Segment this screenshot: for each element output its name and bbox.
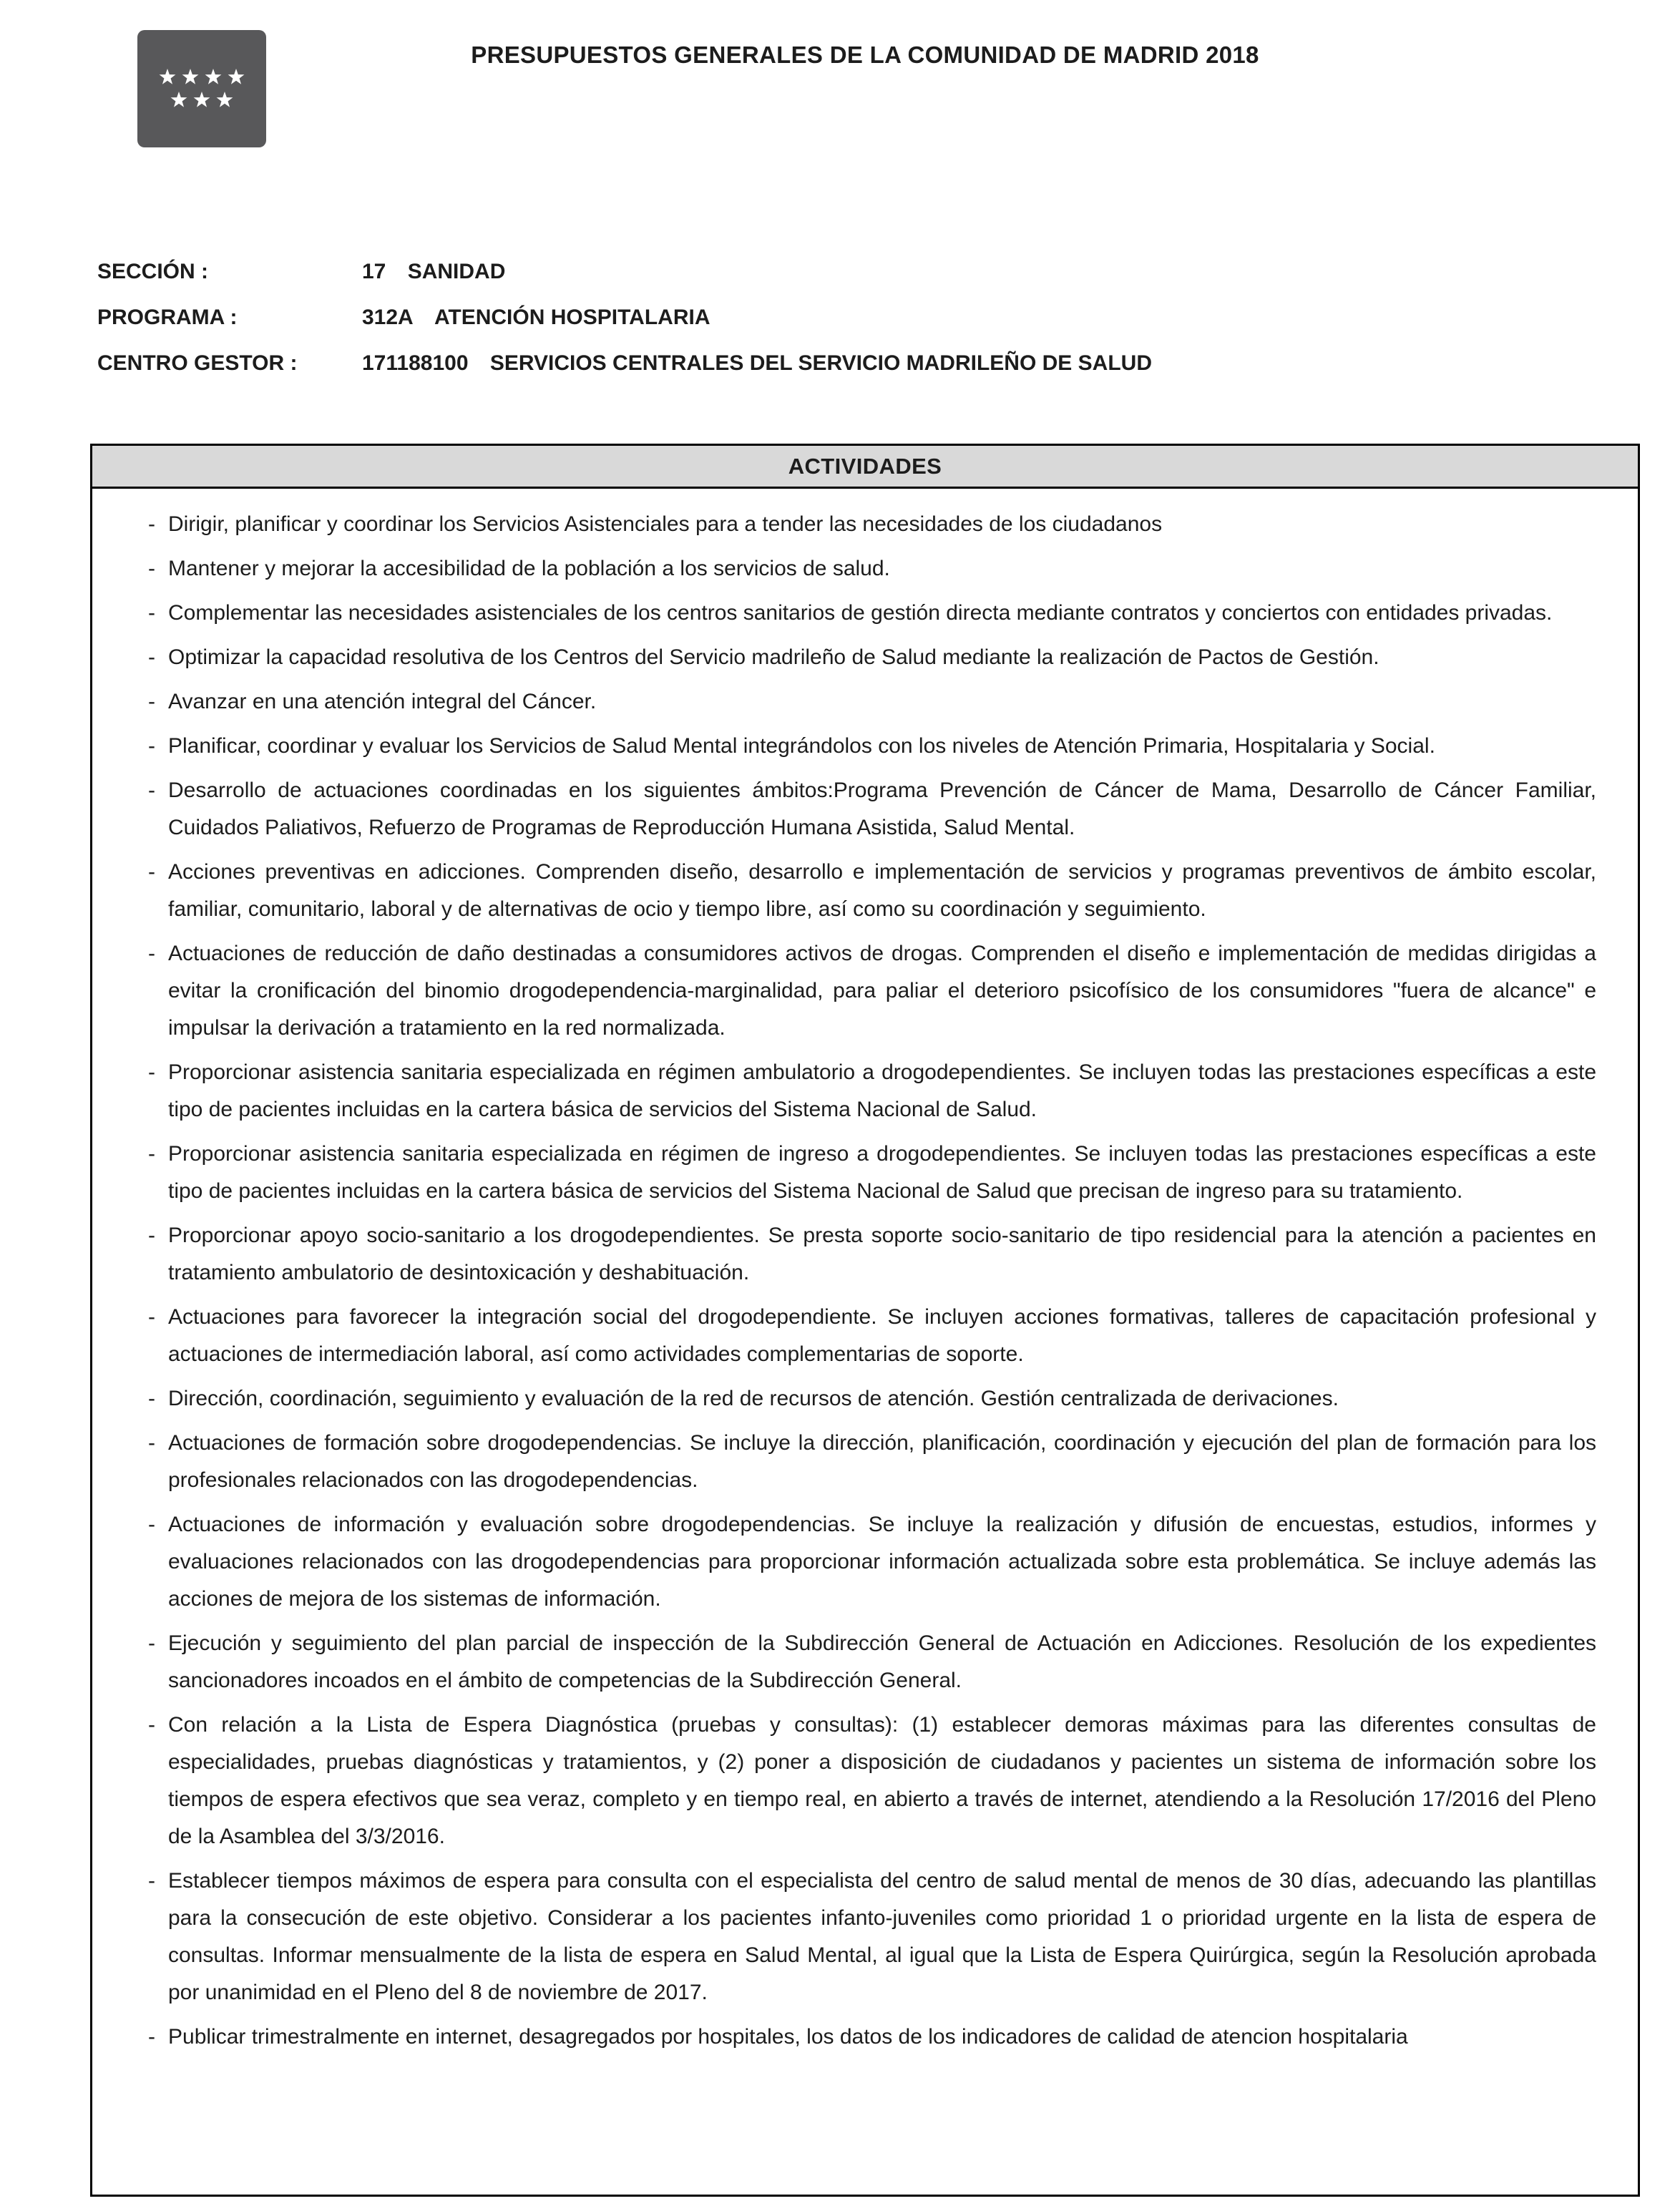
activity-item (148, 1863, 1596, 2011)
metadata-code: 171188100 (362, 351, 469, 375)
activity-item-text: Con relación a la Lista de Espera Diagnóstica (pruebas y consultas): (1) establecer demoras máximas para las diferentes consultas de especialidades, pruebas diagnósticas y tratamientos, y (2) poner a disposición de ciudadanos y pacientes un sistema de información sobre los tiempos de espera efectivos que sea veraz, completo y en tiempo real, en abierto a través de internet, atendiendo a la Resolución 17/2016 del Pleno de la Asamblea del 3/3/2016. (168, 1713, 1596, 1848)
activity-item (148, 2019, 1596, 2056)
activity-item (148, 1054, 1596, 1128)
activity-item-text: Actuaciones de formación sobre drogodependencias. Se incluye la dirección, planificación, coordinación y ejecución del plan de formación para los profesionales relacionados con las drogodependencias. (168, 1431, 1596, 1492)
activity-item-text: Ejecución y seguimiento del plan parcial de inspección de la Subdirección General de Actuación en Adicciones. Resolución de los expedientes sancionadores incoados en el ámbito de competencias de la Subdirección General. (168, 1631, 1596, 1692)
activity-item (148, 506, 1596, 543)
metadata-name: SERVICIOS CENTRALES DEL SERVICIO MADRILEÑO DE SALUD (489, 351, 1152, 375)
metadata-label: SECCIÓN : (97, 260, 209, 283)
activity-item-text: Complementar las necesidades asistenciales de los centros sanitarios de gestión directa mediante contratos y conciertos con entidades privadas. (168, 601, 1553, 625)
metadata-code: 17 (362, 260, 386, 283)
dash-bullet: - (148, 1869, 155, 1893)
dash-bullet: - (148, 557, 155, 580)
activities-table (90, 444, 1640, 2197)
dash-bullet: - (148, 942, 155, 965)
activity-item (148, 772, 1596, 846)
dash-bullet: - (148, 1387, 155, 1410)
dash-bullet: - (148, 601, 155, 625)
dash-bullet: - (148, 1631, 155, 1655)
dash-bullet: - (148, 860, 155, 884)
document-title: PRESUPUESTOS GENERALES DE LA COMUNIDAD DE MADRID 2018 (471, 42, 1259, 68)
activity-item-text: Proporcionar apoyo socio-sanitario a los drogodependientes. Se presta soporte socio-sanitario de tipo residencial para la atención a pacientes en tratamiento ambulatorio de desintoxicación y deshabituación. (168, 1224, 1596, 1284)
activity-item (148, 683, 1596, 721)
dash-bullet: - (148, 1060, 155, 1084)
dash-bullet: - (148, 1513, 155, 1536)
activity-item-text: Mantener y mejorar la accesibilidad de la población a los servicios de salud. (168, 557, 890, 580)
activity-item (148, 728, 1596, 765)
activity-item (148, 550, 1596, 587)
activity-item (148, 854, 1596, 928)
activity-item (148, 595, 1596, 632)
activity-item (148, 1380, 1596, 1417)
activity-item-text: Actuaciones de reducción de daño destinadas a consumidores activos de drogas. Comprenden el diseño e implementación de medidas dirigidas a evitar la cronificación del binomio drogodependencia-marginalidad, para paliar el deterioro psicofísico de los consumidores "fuera de alcance" e impulsar la derivación a tratamiento en la red normalizada. (168, 942, 1596, 1040)
activity-item-text: Actuaciones de información y evaluación sobre drogodependencias. Se incluye la realización y difusión de encuestas, estudios, informes y evaluaciones relacionados con las drogodependencias para proporcionar información actualizada sobre esta problemática. Se incluye además las acciones de mejora de los sistemas de información. (168, 1513, 1596, 1611)
metadata-value (362, 260, 505, 284)
activity-item (148, 1217, 1596, 1292)
activity-item-text: Dirección, coordinación, seguimiento y evaluación de la red de recursos de atención. Gestión centralizada de derivaciones. (168, 1387, 1339, 1410)
dash-bullet: - (148, 1713, 155, 1737)
activity-item-text: Optimizar la capacidad resolutiva de los Centros del Servicio madrileño de Salud mediante la realización de Pactos de Gestión. (168, 645, 1379, 669)
metadata-block (97, 249, 1600, 386)
activity-item-text: Desarrollo de actuaciones coordinadas en los siguientes ámbitos:Programa Prevención de Cáncer de Mama, Desarrollo de Cáncer Familiar, Cuidados Paliativos, Refuerzo de Programas de Reproducción Humana Asistida, Salud Mental. (168, 779, 1596, 839)
activity-item-text: Planificar, coordinar y evaluar los Servicios de Salud Mental integrándolos con los niveles de Atención Primaria, Hospitalaria y Social. (168, 734, 1435, 758)
dash-bullet: - (148, 1224, 155, 1247)
activity-item-text: Acciones preventivas en adicciones. Comprenden diseño, desarrollo e implementación de servicios y programas preventivos de ámbito escolar, familiar, comunitario, laboral y de alternativas de ocio y tiempo libre, así como su coordinación y seguimiento. (168, 860, 1596, 921)
activity-item (148, 935, 1596, 1047)
dash-bullet: - (148, 2025, 155, 2049)
metadata-name: ATENCIÓN HOSPITALARIA (434, 306, 710, 329)
metadata-label: CENTRO GESTOR : (97, 351, 298, 375)
activity-item-text: Proporcionar asistencia sanitaria especializada en régimen de ingreso a drogodependientes. Se incluyen todas las prestaciones específicas a este tipo de pacientes incluidas en la cartera básica de servicios del Sistema Nacional de Salud que precisan de ingreso para su tratamiento. (168, 1142, 1596, 1203)
activity-item-text: Dirigir, planificar y coordinar los Servicios Asistenciales para a tender las necesidades de los ciudadanos (168, 512, 1163, 536)
activity-item (148, 1506, 1596, 1618)
activity-item-text: Actuaciones para favorecer la integración social del drogodependiente. Se incluyen acciones formativas, talleres de capacitación profesional y actuaciones de intermediación laboral, así como actividades complementarias de soporte. (168, 1305, 1596, 1366)
dash-bullet: - (148, 1142, 155, 1166)
dash-bullet: - (148, 645, 155, 669)
metadata-value (362, 351, 1152, 376)
activity-item (148, 1425, 1596, 1499)
dash-bullet: - (148, 1431, 155, 1455)
activities-table-header: ACTIVIDADES (92, 446, 1638, 489)
dash-bullet: - (148, 690, 155, 713)
metadata-row (97, 341, 1600, 386)
dash-bullet: - (148, 1305, 155, 1329)
metadata-row (97, 249, 1600, 295)
metadata-row (97, 295, 1600, 341)
activity-item (148, 1707, 1596, 1855)
metadata-name: SANIDAD (407, 260, 506, 283)
activities-list (92, 489, 1638, 2077)
activity-item (148, 1625, 1596, 1699)
activity-item (148, 639, 1596, 676)
metadata-label: PROGRAMA : (97, 306, 238, 329)
activity-item (148, 1136, 1596, 1210)
metadata-value (362, 306, 710, 330)
activity-item-text: Avanzar en una atención integral del Cáncer. (168, 690, 597, 713)
metadata-code: 312A (362, 306, 414, 329)
activity-item-text: Establecer tiempos máximos de espera para consulta con el especialista del centro de salud mental de menos de 30 días, adecuando las plantillas para la consecución de este objetivo. Considerar a los pacientes infanto-juveniles como prioridad 1 o prioridad urgente en la lista de espera de consultas. Informar mensualmente de la lista de espera en Salud Mental, al igual que la Lista de Espera Quirúrgica, según la Resolución aprobada por unanimidad en el Pleno del 8 de noviembre de 2017. (168, 1869, 1596, 2004)
activity-item (148, 1299, 1596, 1373)
activity-item-text: Proporcionar asistencia sanitaria especializada en régimen ambulatorio a drogodependientes. Se incluyen todas las prestaciones específicas a este tipo de pacientes incluidas en la cartera básica de servicios del Sistema Nacional de Salud. (168, 1060, 1596, 1121)
dash-bullet: - (148, 734, 155, 758)
dash-bullet: - (148, 512, 155, 536)
activity-item-text: Publicar trimestralmente en internet, desagregados por hospitales, los datos de los indicadores de calidad de atencion hospitalaria (168, 2025, 1408, 2049)
dash-bullet: - (148, 779, 155, 802)
